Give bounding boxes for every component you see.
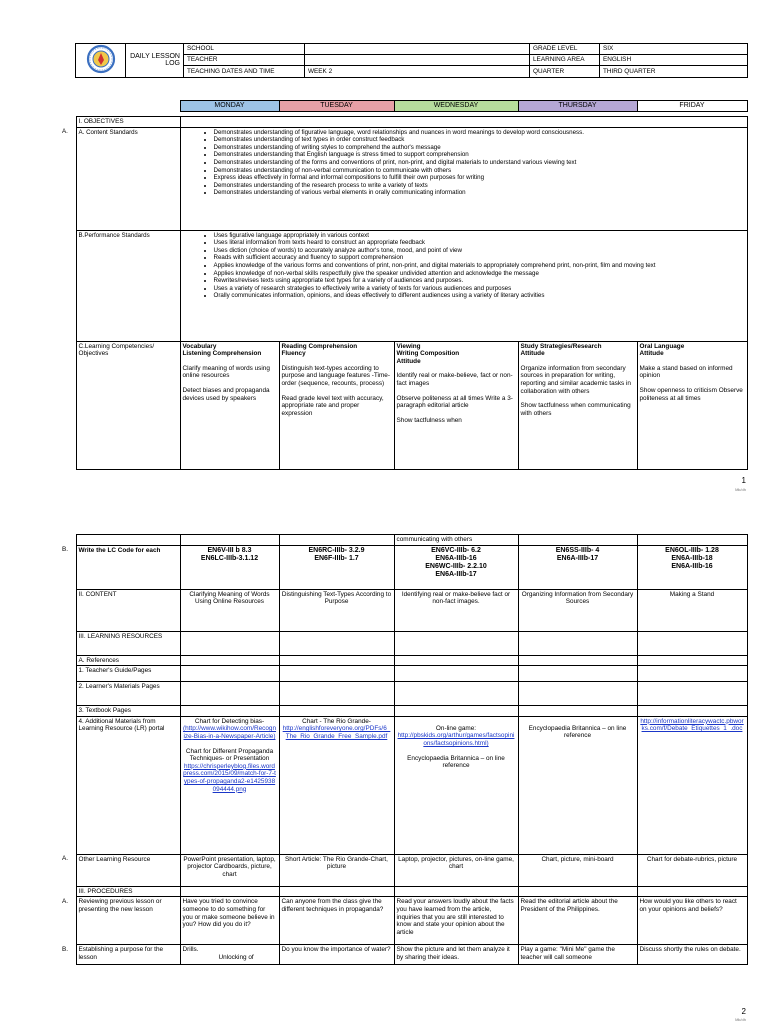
competency-text: Show tactfulness when	[396, 416, 462, 424]
other-friday: Chart for debate-rubrics, picture	[637, 854, 747, 886]
performance-standards-label: B.Performance Standards	[76, 230, 180, 341]
content-row	[60, 589, 747, 631]
content-friday: Making a Stand	[637, 589, 747, 631]
grade-value[interactable]: SIX	[600, 44, 748, 55]
proc-text: Unlocking of	[218, 953, 254, 961]
competency-title: Fluency	[281, 350, 306, 358]
competency-title: Attitude	[520, 350, 545, 358]
proc-a-monday: Have you tried to convince someone to do something for you or make someone believe in you? How did you do it?	[180, 897, 279, 945]
page-1	[0, 0, 768, 505]
list-item: • Applies knowledge of the various forms and conventions of print, non-print, and digital materials to appropriately comprehend print, non-print, film and moving text	[214, 262, 745, 270]
content-label: II. CONTENT	[76, 589, 180, 631]
proc-b-friday: Discuss shortly the rules on debate.	[637, 945, 747, 965]
competency-title: Listening Comprehension	[182, 350, 262, 358]
competencies-label: C.Learning Competencies/ Objectives	[76, 341, 180, 469]
am-monday	[180, 716, 279, 854]
competency-title: Attitude	[396, 357, 421, 365]
proc-a-thursday: Read the editorial article about the President of the Philippines.	[518, 897, 637, 945]
resources-label: III. LEARNING RESOURCES	[76, 631, 180, 655]
page-number: 1	[741, 476, 746, 485]
list-item: • Demonstrates understanding of the forms and conventions of print, non-print, and digital materials to understand various viewing text	[214, 159, 745, 167]
page-number: 2	[741, 1007, 746, 1016]
competency-text: Read grade level text with accuracy, appropriate rate and proper expression	[281, 394, 384, 417]
list-item: • Uses a variety of research strategies to effectively write a variety of texts for various audiences and purposes	[214, 285, 745, 293]
proc-a-letter: A.	[62, 897, 69, 905]
competency-text: Show openness to criticism Observe politeness at all times	[639, 386, 743, 402]
competency-text: Detect biases and propaganda devices used by speakers	[182, 386, 270, 402]
lc-code: EN6A-IIIb-18	[671, 554, 713, 562]
day-wednesday: WEDNESDAY	[394, 101, 518, 112]
objectives-table	[60, 100, 748, 470]
page-footnote: Mk/dh	[735, 1017, 746, 1022]
day-thursday: THURSDAY	[518, 101, 637, 112]
list-item: • Reads with sufficient accuracy and fluency to support comprehension	[214, 254, 745, 262]
proc-a-label: Reviewing previous lesson or presenting the new lesson	[76, 897, 180, 945]
lc-code-label: Write the LC Code for each	[76, 545, 180, 589]
additional-materials-label: 4. Additional Materials from Learning Resource (LR) portal	[76, 716, 180, 854]
list-item: • Uses diction (choice of words) to accurately analyze author's tone, mood, and point of view	[214, 247, 745, 255]
objectives-heading: I. OBJECTIVES	[76, 117, 180, 128]
competency-title: Attitude	[639, 350, 664, 358]
competency-text: Observe politeness at all times Write a 3- paragraph editorial article	[396, 394, 513, 410]
list-item: • Demonstrates understanding of the research process to write a variety of texts	[214, 182, 745, 190]
other-monday: PowerPoint presentation, laptop, projector Cardboards, picture, chart	[180, 854, 279, 886]
competencies-row	[60, 341, 747, 469]
lc-code-tuesday	[279, 545, 394, 589]
list-item: • Uses literal information from texts heard to construct an appropriate feedback	[214, 239, 745, 247]
lc-letter: B.	[62, 546, 69, 554]
additional-materials-row	[60, 716, 747, 854]
lc-code-monday	[180, 545, 279, 589]
references-label: A. References	[76, 655, 180, 666]
dates-label: TEACHING DATES AND TIME	[184, 66, 305, 77]
lc-code: EN6RC-IIIb- 3.2.9	[308, 546, 365, 554]
performance-standards-list	[183, 232, 745, 300]
proc-a-friday: How would you like others to react on your opinions and beliefs?	[637, 897, 747, 945]
competency-text: Clarify meaning of words using online resources	[182, 364, 270, 380]
competency-title: Oral Language	[639, 342, 685, 350]
proc-b-wednesday: Show the picture and let them analyze it by sharing their ideas.	[394, 945, 518, 965]
propaganda-chart-link[interactable]: https://chrisperleyblog.files.wordpress.com/2015/09/match-for-7-types-of-propaganda2-e1425938094444.png	[183, 762, 276, 793]
competency-friday	[637, 341, 747, 469]
other-tuesday: Short Article: The Rio Grande-Chart, picture	[279, 854, 394, 886]
proc-b-monday	[180, 945, 279, 965]
content-standards-label: A. Content Standards	[76, 127, 180, 230]
competency-monday	[180, 341, 279, 469]
school-logo-cell	[76, 44, 126, 78]
am-wednesday	[394, 716, 518, 854]
procedure-b-row	[60, 945, 747, 965]
proc-a-tuesday: Can anyone from the class give the different techniques in propaganda?	[279, 897, 394, 945]
other-thursday: Chart, picture, mini-board	[518, 854, 637, 886]
school-seal-icon	[85, 44, 117, 74]
rio-grande-link[interactable]: http://englishforeveryone.org/PDFs/6_The_Rio_Grande_Free_Sample.pdf	[282, 725, 391, 740]
resources-table	[60, 534, 748, 965]
days-row	[60, 101, 747, 112]
list-item: • Applies knowledge of non-verbal skills respectfully give the speaker undivided attention and acknowledge the message	[214, 270, 745, 278]
proc-b-tuesday: Do you know the importance of water?	[279, 945, 394, 965]
other-wednesday: Laptop, projector, pictures, on-line game, chart	[394, 854, 518, 886]
lc-code: EN6A-IIIb-16	[671, 562, 713, 570]
list-item: • Demonstrates understanding of text types in order construct feedback	[214, 136, 745, 144]
lc-code: EN6OL-IIIb- 1.28	[665, 546, 719, 554]
continued-text: communicating with others	[394, 535, 518, 546]
lc-code: EN6V-III b 8.3	[207, 546, 252, 554]
competency-wednesday	[394, 341, 518, 469]
header-table	[75, 43, 748, 78]
teachers-guide-label: 1. Teacher's Guide/Pages	[76, 666, 180, 682]
content-monday: Clarifying Meaning of Words Using Online Resources	[180, 589, 279, 631]
quarter-value[interactable]: THIRD QUARTER	[600, 66, 748, 77]
am-text: Chart for Different Propaganda Techniques- or Presentation	[185, 747, 274, 763]
am-text: Chart - The Rio Grande-	[302, 717, 371, 725]
am-text: Chart for Detecting bias-	[194, 717, 265, 725]
debate-etiquette-link[interactable]: http://informationliteracywactc.pbworks.com/f/Debate_Etiquettes_1_.doc	[640, 717, 744, 733]
list-item: • Express ideas effectively in formal and informal compositions to fulfill their own purposes for writing	[214, 174, 745, 182]
lc-code: EN6WC-IIIb- 2.2.10	[425, 562, 487, 570]
content-thursday: Organizing Information from Secondary Sources	[518, 589, 637, 631]
competency-title: Vocabulary	[182, 342, 217, 350]
lc-code: EN6A-IIIb-17	[556, 554, 599, 562]
dll-title-line2: LOG	[165, 60, 180, 68]
learners-materials-label: 2. Learner's Materials Pages	[76, 682, 180, 706]
am-text: Encyclopaedia Britannica – on line reference	[407, 754, 505, 770]
performance-standards-list-cell	[180, 230, 747, 341]
area-label: LEARNING AREA	[530, 55, 600, 66]
quarter-label: QUARTER	[530, 66, 600, 77]
grade-label: GRADE LEVEL	[530, 44, 600, 55]
dll-title-line1: DAILY LESSON	[130, 52, 180, 60]
facts-game-link[interactable]: http://pbskids.org/arthur/games/factsopinions/factsopinions.html)	[397, 732, 515, 747]
day-tuesday: TUESDAY	[279, 101, 394, 112]
lc-code: EN6LC-IIIb-3.1.12	[200, 554, 259, 562]
competency-tuesday	[279, 341, 394, 469]
competency-title: Writing Composition	[396, 350, 460, 358]
teacher-value[interactable]	[305, 55, 530, 66]
competency-text: Distinguish text-types according to purpose and language features -Time-order (sequence, recounts, process)	[281, 364, 390, 387]
am-text: On-line game:	[435, 724, 477, 732]
other-letter: A.	[62, 855, 69, 863]
proc-b-letter: B.	[62, 945, 69, 953]
competency-text: Make a stand based on informed opinion	[639, 364, 733, 380]
am-thursday	[518, 716, 637, 854]
page-footnote: Mk/dh	[735, 487, 746, 492]
list-item: • Demonstrates understanding of non-verbal communication to communicate with others	[214, 167, 745, 175]
competency-thursday	[518, 341, 637, 469]
competency-title: Study Strategies/Research	[520, 342, 602, 350]
lc-code: EN6SS-IIIb- 4	[555, 546, 600, 554]
day-monday: MONDAY	[180, 101, 279, 112]
dll-title-cell	[126, 44, 184, 78]
other-resources-label: Other Learning Resource	[76, 854, 180, 886]
procedures-label: III. PROCEDURES	[76, 886, 180, 897]
list-item: • Demonstrates understanding of writing styles to comprehend the author's message	[214, 144, 745, 152]
dates-value[interactable]: WEEK 2	[305, 66, 530, 77]
lc-code: EN6A-IIIb-17	[435, 570, 477, 578]
content-standards-list-cell	[180, 127, 747, 230]
proc-text: Drills.	[182, 946, 199, 954]
list-item: • Demonstrates understanding that English language is stress timed to support comprehension	[214, 151, 745, 159]
proc-a-wednesday: Read your answers loudly about the facts you have learned from the article, inquiries that you are still interested to know and state your opinion about the article	[394, 897, 518, 945]
am-tuesday	[279, 716, 394, 854]
am-text: Encyclopaedia Britannica – on line reference	[528, 724, 627, 740]
area-value[interactable]: ENGLISH	[600, 55, 748, 66]
list-item: • Rewrites/revises texts using appropriate text types for a variety of audiences and purposes.	[214, 277, 745, 285]
content-wednesday: Identifying real or make-believe fact or non-fact images.	[394, 589, 518, 631]
school-value[interactable]	[305, 44, 530, 55]
competency-text: Show tactfulness when communicating with others	[520, 402, 631, 417]
proc-b-thursday: Play a game: "Mini Me" game the teacher will call someone	[518, 945, 637, 965]
list-item: • Orally communicates information, opinions, and ideas effectively to different audiences using a variety of literary activities	[214, 292, 745, 300]
school-label: SCHOOL	[184, 44, 305, 55]
procedure-a-row	[60, 897, 747, 945]
content-tuesday: Distinguishing Text-Types According to Purpose	[279, 589, 394, 631]
content-standards-list	[183, 129, 745, 197]
competency-title: Reading Comprehension	[281, 342, 358, 350]
content-letter: A.	[62, 128, 68, 136]
textbook-label: 3. Textbook Pages	[76, 706, 180, 717]
lc-code: EN6F-IIIb- 1.7	[314, 554, 359, 562]
competency-text: Identify real or make-believe, fact or non-fact images	[396, 372, 513, 387]
list-item: • Demonstrates understanding of various verbal elements in orally communicating information	[214, 189, 745, 197]
lc-code: EN6A-IIIb-16	[435, 554, 477, 562]
lc-code-wednesday	[394, 545, 518, 589]
page-2	[0, 505, 768, 1024]
lc-code: EN6VC-IIIb- 6.2	[431, 546, 481, 554]
proc-b-label: Establishing a purpose for the lesson	[76, 945, 180, 965]
competency-text: Organize information from secondary sources in preparation for writing, reporting and similar academic tasks in collaboration with others	[520, 364, 631, 395]
bias-chart-link[interactable]: (http://www.wikihow.com/Recognize-Bias-in-a-Newspaper-Article)	[182, 725, 277, 740]
competency-title: Viewing	[396, 342, 421, 350]
lc-code-friday	[637, 545, 747, 589]
am-friday	[637, 716, 747, 854]
other-resources-row	[60, 854, 747, 886]
list-item: • Uses figurative language appropriately in various context	[214, 232, 745, 240]
lc-code-thursday	[518, 545, 637, 589]
day-friday: FRIDAY	[637, 101, 747, 112]
teacher-label: TEACHER	[184, 55, 305, 66]
list-item: • Demonstrates understanding of figurative language, word relationships and nuances in word meanings to develop word consciousness.	[214, 129, 745, 137]
